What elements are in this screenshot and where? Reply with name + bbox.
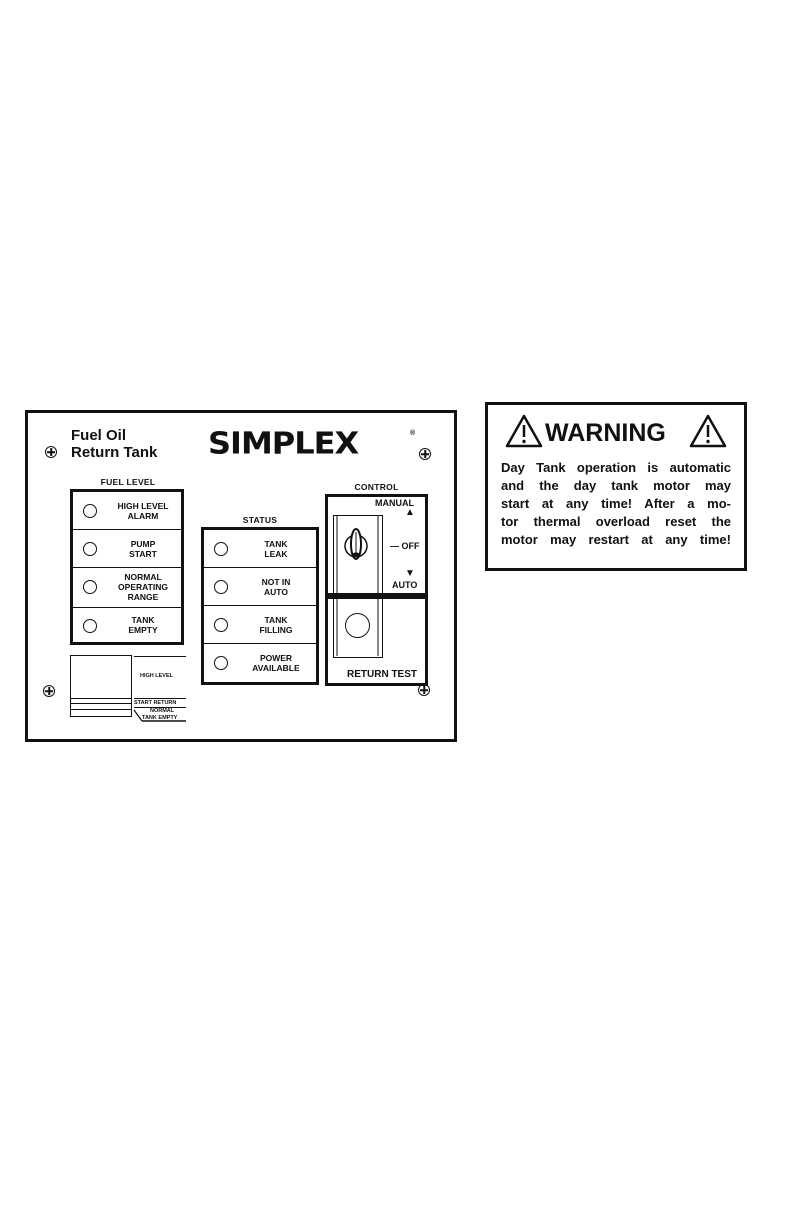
indicator-normal-operating-range xyxy=(73,568,181,608)
warning-line: and the day tank motor may xyxy=(501,478,731,493)
panel-title-line1: Fuel Oil xyxy=(71,427,127,444)
indicator-label: START xyxy=(129,549,157,559)
up-arrow-icon: ▲ xyxy=(405,507,415,518)
normal-label: NORMAL xyxy=(150,708,175,714)
warning-body xyxy=(501,459,731,549)
gauge-mark xyxy=(70,703,132,704)
off-label: — OFF xyxy=(390,541,420,551)
indicator-high-level-alarm xyxy=(73,492,181,530)
indicator-tank-filling xyxy=(204,606,316,644)
indicator-lamp-icon xyxy=(214,618,228,632)
indicator-tank-leak xyxy=(204,530,316,568)
indicator-label: ALARM xyxy=(127,511,159,521)
level-gauge xyxy=(70,655,132,717)
indicator-lamp-icon xyxy=(214,656,228,670)
warning-triangle-icon xyxy=(505,414,543,448)
indicator-label: FILLING xyxy=(259,625,293,635)
indicator-label: RANGE xyxy=(127,592,159,602)
gauge-mark xyxy=(70,698,132,699)
fuel-level-label: FUEL LEVEL xyxy=(100,477,156,487)
screw-icon xyxy=(45,446,57,458)
high-level-line xyxy=(134,656,186,657)
indicator-label: TANK xyxy=(264,615,288,625)
indicator-label: OPERATING xyxy=(118,582,168,592)
control-label: CONTROL xyxy=(354,482,399,492)
down-arrow-icon: ▼ xyxy=(405,568,415,579)
indicator-lamp-icon xyxy=(83,619,97,633)
warning-title: WARNING xyxy=(545,419,666,447)
return-test-label: RETURN TEST xyxy=(347,669,417,680)
indicator-label: POWER xyxy=(259,653,293,663)
indicator-power-available xyxy=(204,644,316,682)
gauge-mark xyxy=(70,709,132,710)
indicator-label: NOT IN xyxy=(261,577,291,587)
indicator-label: AVAILABLE xyxy=(252,663,300,673)
indicator-label: LEAK xyxy=(264,549,288,559)
return-test-button[interactable] xyxy=(345,613,370,638)
indicator-tank-empty xyxy=(73,608,181,642)
indicator-pump-start xyxy=(73,530,181,568)
screw-icon xyxy=(419,448,431,460)
indicator-lamp-icon xyxy=(83,504,97,518)
simplex-logo: SIMPLEX xyxy=(208,424,359,462)
high-level-label: HIGH LEVEL xyxy=(140,673,174,679)
warning-line: start at any time! After a mo- xyxy=(501,496,731,511)
indicator-label: NORMAL xyxy=(124,572,162,582)
warning-line: Day Tank operation is automatic xyxy=(501,460,731,475)
indicator-label: TANK xyxy=(131,615,155,625)
indicator-lamp-icon xyxy=(214,580,228,594)
auto-label: AUTO xyxy=(392,580,418,590)
indicator-lamp-icon xyxy=(214,542,228,556)
registered-mark: ® xyxy=(410,430,416,437)
off-label-text: OFF xyxy=(401,541,420,551)
indicator-label: TANK xyxy=(264,539,288,549)
indicator-lamp-icon xyxy=(83,542,97,556)
indicator-not-in-auto xyxy=(204,568,316,606)
status-indicators xyxy=(201,527,319,685)
status-label: STATUS xyxy=(242,515,278,525)
indicator-label: AUTO xyxy=(264,587,288,597)
tank-empty-label: TANK EMPTY xyxy=(142,715,178,721)
warning-triangle-icon xyxy=(689,414,727,448)
screw-icon xyxy=(43,685,55,697)
start-return-label: START RETURN xyxy=(134,700,177,706)
indicator-lamp-icon xyxy=(83,580,97,594)
indicator-label: HIGH LEVEL xyxy=(117,501,169,511)
warning-line: tor thermal overload reset the xyxy=(501,514,731,529)
indicator-label: PUMP xyxy=(130,539,156,549)
panel-title-line2: Return Tank xyxy=(71,444,158,461)
start-return-line xyxy=(134,698,186,699)
warning-line: motor may restart at any time! xyxy=(501,532,731,547)
fuel-level-indicators xyxy=(70,489,184,645)
manual-label: MANUAL xyxy=(375,498,414,508)
indicator-label: EMPTY xyxy=(128,625,158,635)
